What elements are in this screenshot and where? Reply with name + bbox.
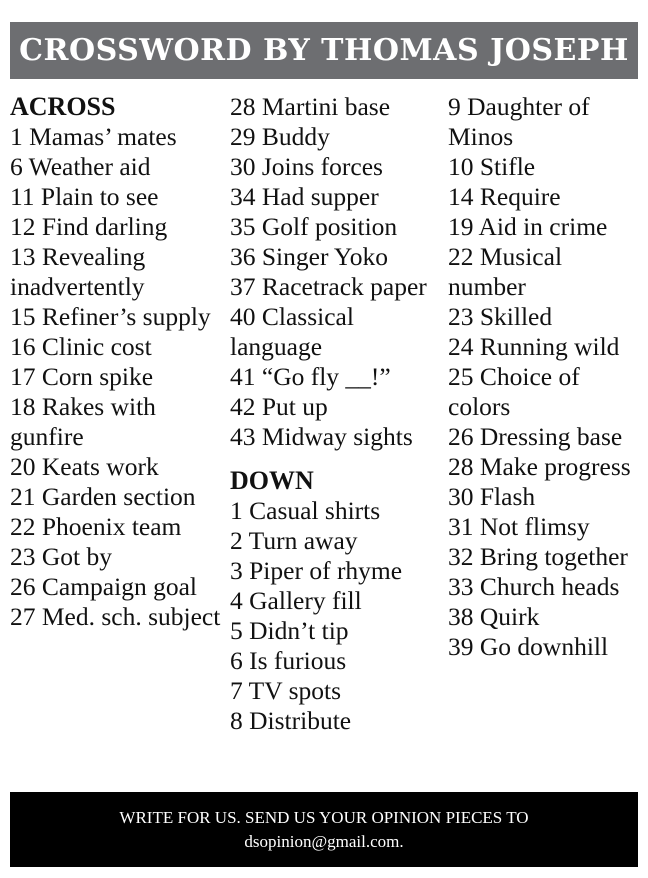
down-heading: DOWN <box>230 466 314 495</box>
clue-item: 17 Corn spike <box>10 362 154 391</box>
clue-item: 8 Distribute <box>230 706 352 735</box>
clue-item: 23 Got by <box>10 542 112 571</box>
clue-item: 2 Turn away <box>230 526 358 555</box>
column-3 <box>448 92 643 662</box>
clue-item: 26 Campaign goal <box>10 572 197 601</box>
clue-item: 19 Aid in crime <box>448 212 608 241</box>
clue-item: 11 Plain to see <box>10 182 159 211</box>
clue-item: 15 Refiner’s supply <box>10 302 211 331</box>
clue-item: 40 Classical language <box>230 302 354 361</box>
clue-item: 18 Rakes with gunfire <box>10 392 156 451</box>
clue-item: 28 Make progress <box>448 452 631 481</box>
clue-item: 35 Golf position <box>230 212 398 241</box>
page-title: CROSSWORD BY THOMAS JOSEPH <box>10 22 638 79</box>
clue-item: 28 Martini base <box>230 92 391 121</box>
clue-item: 6 Weather aid <box>10 152 151 181</box>
clue-item: 7 TV spots <box>230 676 342 705</box>
clue-item: 16 Clinic cost <box>10 332 152 361</box>
footer-banner <box>10 792 638 867</box>
clue-item: 20 Keats work <box>10 452 159 481</box>
clue-item: 34 Had supper <box>230 182 379 211</box>
clue-item: 4 Gallery fill <box>230 586 362 615</box>
clue-item: 6 Is furious <box>230 646 347 675</box>
clue-item: 31 Not flimsy <box>448 512 590 541</box>
clue-item: 29 Buddy <box>230 122 330 151</box>
clue-item: 26 Dressing base <box>448 422 623 451</box>
clue-item: 3 Piper of rhyme <box>230 556 403 585</box>
column-2 <box>230 92 445 736</box>
clue-item: 13 Revealing inadvertently <box>10 242 146 301</box>
clue-item: 24 Running wild <box>448 332 620 361</box>
clue-item: 22 Phoenix team <box>10 512 182 541</box>
footer-email[interactable]: dsopinion@gmail.com. <box>244 831 404 851</box>
clue-item: 30 Joins forces <box>230 152 383 181</box>
clue-item: 14 Require <box>448 182 561 211</box>
clue-item: 42 Put up <box>230 392 328 421</box>
clue-item: 1 Mamas’ mates <box>10 122 177 151</box>
column-1 <box>10 92 225 632</box>
clue-item: 22 Musical number <box>448 242 563 301</box>
clue-item: 32 Bring together <box>448 542 628 571</box>
clue-item: 30 Flash <box>448 482 536 511</box>
down-list-1 <box>230 496 445 736</box>
down-list-2 <box>448 92 643 662</box>
clue-item: 39 Go downhill <box>448 632 609 661</box>
clue-item: 1 Casual shirts <box>230 496 381 525</box>
clue-item: 12 Find darling <box>10 212 168 241</box>
across-heading: ACROSS <box>10 92 116 121</box>
clue-item: 23 Skilled <box>448 302 553 331</box>
clue-item: 9 Daughter of Minos <box>448 92 590 151</box>
across-list-1 <box>10 122 225 632</box>
clue-item: 38 Quirk <box>448 602 540 631</box>
across-list-2 <box>230 92 445 452</box>
footer-line-1: WRITE FOR US. SEND US YOUR OPINION PIECES TO <box>119 807 529 827</box>
clue-item: 27 Med. sch. subject <box>10 602 221 631</box>
clue-item: 41 “Go fly __!” <box>230 362 391 391</box>
clue-item: 43 Midway sights <box>230 422 413 451</box>
clue-item: 21 Garden section <box>10 482 196 511</box>
clue-item: 36 Singer Yoko <box>230 242 388 271</box>
clue-item: 37 Racetrack paper <box>230 272 427 301</box>
clue-item: 33 Church heads <box>448 572 620 601</box>
clue-item: 25 Choice of colors <box>448 362 580 421</box>
clue-item: 10 Stifle <box>448 152 536 181</box>
clue-item: 5 Didn’t tip <box>230 616 349 645</box>
